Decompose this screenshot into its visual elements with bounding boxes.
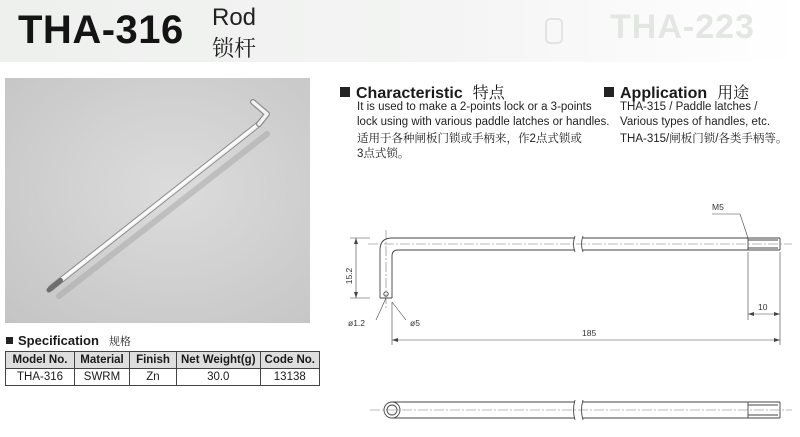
table-header-row bbox=[6, 352, 320, 369]
table-cell: 13138 bbox=[260, 369, 319, 386]
height-label: 15.2 bbox=[344, 267, 354, 285]
characteristic-title-en: Characteristic bbox=[356, 85, 463, 102]
table-cell: SWRM bbox=[75, 369, 130, 386]
specification-title-cn: 规格 bbox=[108, 336, 131, 348]
diameter-label: ø5 bbox=[410, 318, 420, 328]
application-text bbox=[620, 100, 787, 147]
ghost-model-text: THA-223 bbox=[610, 8, 755, 46]
column-header: Material bbox=[75, 352, 130, 369]
table-cell: THA-316 bbox=[6, 369, 75, 386]
product-name-cn: 锁杆 bbox=[212, 36, 257, 61]
specification-title bbox=[6, 333, 131, 349]
thread-length-label: 10 bbox=[758, 302, 768, 312]
total-length-label: 185 bbox=[582, 328, 597, 338]
application-line-en-1: THA-315 / Paddle latches / bbox=[620, 101, 758, 113]
application-line-en-2: Various types of handles, etc. bbox=[620, 116, 771, 128]
characteristic-line-en-1: It is used to make a 2-points lock or a 3-points bbox=[357, 101, 592, 113]
specification-table bbox=[5, 351, 320, 386]
application-title-en: Application bbox=[620, 85, 708, 102]
rod-outline-top bbox=[380, 238, 575, 298]
rod-outline-bottom bbox=[392, 250, 575, 298]
thread-leader bbox=[712, 214, 748, 238]
hole-label: ø1.2 bbox=[348, 318, 366, 328]
characteristic-line-en-2: lock using with various paddle latches or handles. bbox=[357, 116, 610, 128]
rod-ends bbox=[380, 238, 780, 298]
dim-total-line bbox=[392, 302, 780, 345]
column-header: Net Weight(g) bbox=[177, 352, 261, 369]
bullet-square-icon bbox=[604, 87, 614, 97]
product-photo bbox=[5, 78, 310, 323]
product-name-en: Rod bbox=[212, 4, 257, 31]
characteristic-title-cn: 特点 bbox=[472, 85, 505, 102]
table-row bbox=[6, 369, 320, 386]
specification-title-en: Specification bbox=[18, 333, 99, 348]
bullet-square-icon bbox=[340, 87, 350, 97]
table-cell: Zn bbox=[130, 369, 177, 386]
technical-drawing bbox=[330, 190, 795, 430]
column-header: Finish bbox=[130, 352, 177, 369]
bullet-square-icon bbox=[6, 337, 13, 344]
thread-label: M5 bbox=[712, 202, 724, 212]
application-line-cn: THA-315/闸板门锁/各类手柄等。 bbox=[620, 133, 788, 145]
column-header: Code No. bbox=[260, 352, 319, 369]
application-title-cn: 用途 bbox=[717, 85, 750, 102]
dim-thread-line bbox=[748, 252, 780, 345]
rod-photo-illustration bbox=[5, 78, 310, 323]
characteristic-text bbox=[357, 100, 610, 162]
column-header: Model No. bbox=[6, 352, 75, 369]
characteristic-line-cn-2: 3点式锁。 bbox=[357, 148, 410, 160]
ghost-rod-icon bbox=[545, 18, 563, 44]
model-number: THA-316 bbox=[18, 8, 184, 52]
characteristic-line-cn-1: 适用于各种闸板门锁或手柄来，作2点式锁或 bbox=[357, 133, 582, 145]
diameter-leader bbox=[376, 298, 406, 320]
table-cell: 30.0 bbox=[177, 369, 261, 386]
